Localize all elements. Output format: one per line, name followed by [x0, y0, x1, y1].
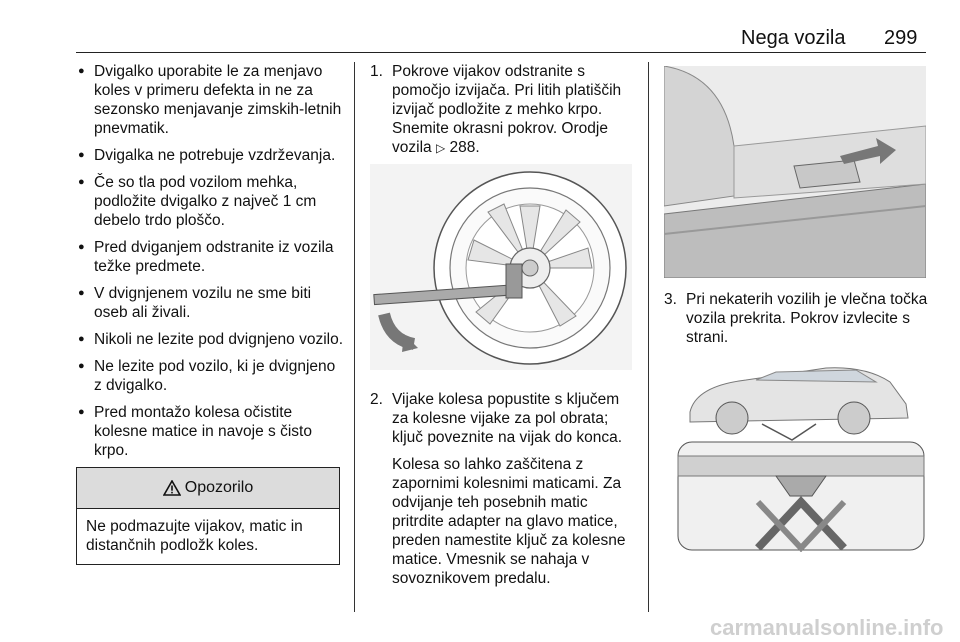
column-divider	[648, 62, 649, 612]
step-3	[664, 290, 929, 347]
step-3-block	[664, 290, 929, 347]
list-item: ● V dvignjenem vozilu ne sme biti oseb ali živali.	[76, 284, 344, 322]
step-number: 2.	[370, 391, 383, 408]
watermark: carmanualsonline.info	[710, 615, 944, 640]
page-number: 299	[884, 27, 918, 49]
safety-bullet-list	[76, 62, 344, 460]
step-text: Pokrove vijakov odstranite s pomočjo izvijača. Pri litih platiščih izvijač podložite z mehko krpo. Snemite okrasni pokrov. Orodje vozila	[392, 63, 622, 156]
warning-box	[76, 467, 340, 565]
step-2	[370, 390, 636, 588]
wheel-wrench-illustration	[370, 164, 632, 370]
towing-point-cover-illustration	[664, 66, 926, 278]
step-1	[370, 62, 636, 158]
column-divider	[354, 62, 355, 612]
steps-list	[370, 62, 636, 158]
sill-illustration-graphic	[664, 66, 926, 278]
page-header	[0, 0, 960, 56]
wheel-illustration-graphic	[370, 164, 632, 370]
step-2-block	[370, 390, 636, 588]
step-number: 3.	[664, 291, 677, 308]
page-reference-arrow-icon: ▷	[435, 141, 446, 155]
jack-position-illustration	[676, 352, 926, 552]
step-text: Vijake kolesa popustite s ključem za kolesne vijake za pol obrata; ključ poveznite na vijak do konca.	[392, 391, 623, 446]
warning-title: Opozorilo	[184, 479, 254, 496]
list-item: ● Dvigalka ne potrebuje vzdrževanja.	[76, 146, 344, 165]
step-number: 1.	[370, 63, 383, 80]
warning-header	[77, 468, 339, 509]
page-reference-link[interactable]: 288.	[449, 139, 480, 156]
step-note: Kolesa so lahko zaščitena z zapornimi kolesnimi maticami. Za odvijanje teh posebnih matic pritrdite adapter na glavo matice, preden namestite ključ za kolesne matice. Vmesnik se nahaja v sovoznikovem predalu.	[392, 456, 626, 587]
list-item: ● Če so tla pod vozilom mehka, podložite dvigalko z največ 1 cm debelo trdo ploščo.	[76, 173, 344, 230]
section-title: Nega vozila	[741, 27, 846, 49]
middle-column	[370, 62, 636, 158]
left-column	[76, 62, 344, 468]
list-item: ● Ne lezite pod vozilo, ki je dvignjeno z dvigalko.	[76, 357, 344, 395]
list-item: ● Nikoli ne lezite pod dvignjeno vozilo.	[76, 330, 344, 349]
list-item: ● Pred dviganjem odstranite iz vozila težke predmete.	[76, 238, 344, 276]
list-item: ● Dvigalko uporabite le za menjavo koles v primeru defekta in ne za sezonsko menjavanje zimskih-letnih pnevmatik.	[76, 62, 344, 138]
warning-triangle-icon	[163, 480, 181, 496]
step-text: Pri nekaterih vozilih je vlečna točka vozila prekrita. Pokrov izvlecite s strani.	[686, 291, 928, 346]
warning-text: Ne podmazujte vijakov, matic in distančnih podložk koles.	[86, 518, 303, 554]
header-rule	[76, 52, 926, 53]
car-jack-graphic	[676, 352, 926, 552]
list-item: ● Pred montažo kolesa očistite kolesne matice in navoje s čisto krpo.	[76, 403, 344, 460]
